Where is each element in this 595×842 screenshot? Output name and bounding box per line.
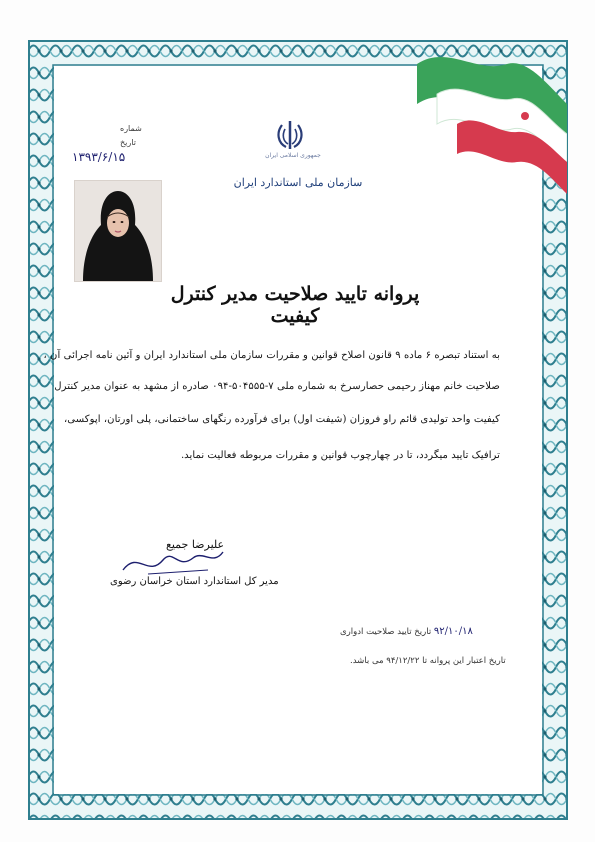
iran-emblem-icon bbox=[270, 115, 310, 155]
issue-date-label: تاریخ تایید صلاحیت ادواری bbox=[340, 627, 432, 637]
signature-mark bbox=[118, 540, 228, 580]
reference-block bbox=[120, 124, 142, 152]
iran-flag-ribbon bbox=[417, 44, 567, 194]
handwritten-date: ۱۳۹۳/۶/۱۵ bbox=[72, 150, 126, 164]
expiry-date-line: تاریخ اعتبار این پروانه تا ۹۴/۱۲/۲۲ می باشد. bbox=[350, 656, 506, 666]
number-label: شماره bbox=[120, 124, 142, 133]
date-label: تاریخ bbox=[120, 138, 136, 147]
certificate-title: پروانه تایید صلاحیت مدیر کنترل کیفیت bbox=[170, 283, 420, 327]
holder-photo bbox=[74, 180, 162, 282]
issue-date-value: ۹۲/۱۰/۱۸ bbox=[433, 626, 473, 637]
signer-name: علیرضا جمیع bbox=[166, 538, 225, 551]
org-country-label: جمهوری اسلامی ایران bbox=[265, 152, 321, 159]
issue-date-line bbox=[340, 626, 473, 637]
body-line-1: به استناد تبصره ۶ ماده ۹ قانون اصلاح قوانین و مقررات سازمان ملی استاندارد ایران و آئین نامه اجرائی آن ، bbox=[43, 350, 500, 361]
body-line-3: کیفیت واحد تولیدی قائم راو فروزان (شیفت اول) برای فرآورده رنگهای ساختمانی، پلی اورتان، اپوکسی، bbox=[63, 414, 500, 425]
body-line-4: ترافیک تایید میگردد، تا در چهارچوب قوانین و مقررات مربوطه فعالیت نماید. bbox=[180, 450, 500, 461]
body-line-2: صلاحیت خانم مهناز رحیمی حصارسرخ به شماره ملی ۷-۵۰۴۵۵۵-۰۹۴ صادره از مشهد به عنوان مدیر کنترل bbox=[54, 381, 500, 392]
org-name: سازمان ملی استاندارد ایران bbox=[233, 176, 363, 189]
signer-title: مدیر کل استاندارد استان خراسان رضوی bbox=[110, 576, 279, 587]
